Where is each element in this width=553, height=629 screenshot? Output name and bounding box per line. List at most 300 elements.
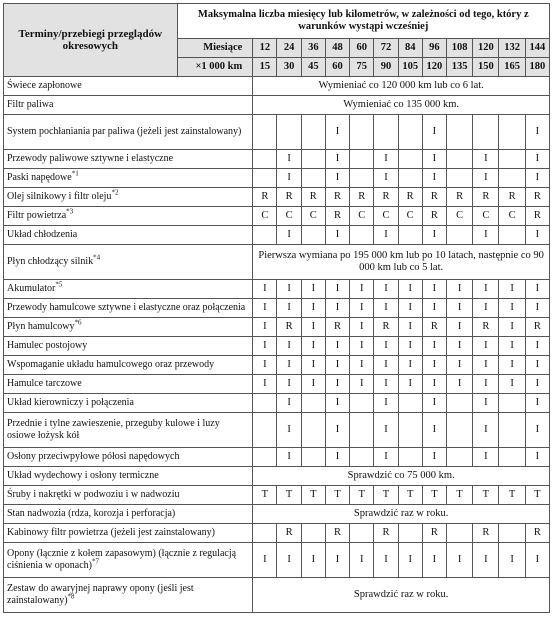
schedule-cell: I	[525, 150, 549, 169]
schedule-cell: I	[253, 356, 277, 375]
schedule-cell: I	[499, 280, 525, 299]
schedule-cell: I	[277, 543, 301, 578]
schedule-cell: I	[350, 375, 374, 394]
service-item-cell	[4, 150, 253, 169]
month-header-cell: 84	[398, 39, 422, 58]
service-item-label: Śruby i nakrętki w podwoziu i w nadwoziu	[7, 489, 180, 500]
km-header-cell: 120	[422, 58, 446, 77]
schedule-cell: I	[473, 226, 499, 245]
service-item-cell	[4, 337, 253, 356]
schedule-cell: I	[350, 299, 374, 318]
schedule-cell: I	[525, 413, 549, 448]
schedule-cell: I	[422, 375, 446, 394]
schedule-cell	[350, 524, 374, 543]
schedule-cell	[499, 394, 525, 413]
schedule-cell: I	[473, 448, 499, 467]
schedule-cell: I	[473, 337, 499, 356]
schedule-cell: I	[374, 337, 398, 356]
service-item-cell	[4, 207, 253, 226]
schedule-cell	[301, 394, 325, 413]
table-row	[4, 96, 550, 115]
schedule-cell: I	[473, 280, 499, 299]
schedule-cell	[253, 169, 277, 188]
schedule-cell	[398, 524, 422, 543]
schedule-cell: I	[525, 280, 549, 299]
schedule-cell	[398, 150, 422, 169]
schedule-cell: I	[525, 169, 549, 188]
service-item-label: Układ wydechowy i osłony termiczne	[7, 470, 159, 481]
interval-note-cell: Wymieniać co 135 000 km.	[253, 96, 550, 115]
service-item-cell	[4, 245, 253, 280]
month-header-cell: 96	[422, 39, 446, 58]
schedule-cell	[499, 169, 525, 188]
schedule-cell: I	[525, 394, 549, 413]
schedule-cell: T	[277, 486, 301, 505]
table-row	[4, 226, 550, 245]
footnote-marker: *3	[66, 207, 74, 216]
schedule-cell: I	[253, 299, 277, 318]
schedule-cell	[253, 115, 277, 150]
schedule-cell: I	[499, 337, 525, 356]
schedule-cell: T	[499, 486, 525, 505]
schedule-cell: T	[301, 486, 325, 505]
table-row	[4, 77, 550, 96]
schedule-cell: T	[325, 486, 349, 505]
schedule-cell: I	[398, 299, 422, 318]
month-header-cell: 108	[447, 39, 473, 58]
schedule-cell	[253, 413, 277, 448]
schedule-cell: I	[525, 299, 549, 318]
table-row	[4, 375, 550, 394]
table-row	[4, 413, 550, 448]
schedule-cell: I	[325, 115, 349, 150]
schedule-cell	[301, 413, 325, 448]
footnote-marker: *2	[111, 188, 119, 197]
schedule-cell: I	[447, 299, 473, 318]
schedule-cell	[350, 448, 374, 467]
schedule-cell: I	[447, 280, 473, 299]
schedule-cell: I	[325, 543, 349, 578]
service-item-label: Stan nadwozia (rdza, korozja i perforacja)	[7, 508, 176, 519]
footnote-marker: *7	[91, 557, 99, 566]
schedule-cell: R	[325, 318, 349, 337]
schedule-cell: C	[447, 207, 473, 226]
schedule-cell: I	[374, 375, 398, 394]
schedule-cell	[447, 524, 473, 543]
schedule-cell	[277, 115, 301, 150]
schedule-cell	[253, 394, 277, 413]
schedule-cell	[499, 115, 525, 150]
table-row	[4, 337, 550, 356]
month-header-cell: 36	[301, 39, 325, 58]
service-item-label: Filtr paliwa	[7, 99, 54, 110]
km-header-cell: 135	[447, 58, 473, 77]
service-item-cell	[4, 318, 253, 337]
schedule-cell: I	[301, 318, 325, 337]
schedule-cell: I	[374, 226, 398, 245]
schedule-cell	[447, 226, 473, 245]
schedule-cell: I	[422, 226, 446, 245]
interval-note-cell: Sprawdzić raz w roku.	[253, 505, 550, 524]
schedule-cell: I	[325, 169, 349, 188]
service-item-cell	[4, 413, 253, 448]
schedule-cell: I	[277, 337, 301, 356]
table-row	[4, 524, 550, 543]
schedule-cell: I	[447, 356, 473, 375]
schedule-cell: I	[350, 543, 374, 578]
schedule-cell: R	[350, 188, 374, 207]
schedule-cell: I	[447, 337, 473, 356]
schedule-cell: R	[374, 318, 398, 337]
service-item-cell	[4, 188, 253, 207]
service-item-cell	[4, 448, 253, 467]
service-item-cell	[4, 280, 253, 299]
schedule-cell: I	[398, 543, 422, 578]
km-header-cell: 165	[499, 58, 525, 77]
schedule-cell: I	[277, 299, 301, 318]
schedule-cell: I	[422, 169, 446, 188]
schedule-cell: I	[325, 280, 349, 299]
schedule-cell	[253, 524, 277, 543]
schedule-cell	[447, 394, 473, 413]
schedule-cell: I	[398, 280, 422, 299]
service-item-cell	[4, 467, 253, 486]
schedule-cell: I	[325, 394, 349, 413]
table-row	[4, 169, 550, 188]
service-item-label: Układ chłodzenia	[7, 229, 78, 240]
schedule-cell: I	[277, 150, 301, 169]
schedule-cell: R	[473, 188, 499, 207]
schedule-cell: I	[525, 115, 549, 150]
schedule-cell: I	[277, 394, 301, 413]
schedule-cell	[350, 115, 374, 150]
schedule-cell	[398, 115, 422, 150]
schedule-cell: I	[422, 280, 446, 299]
schedule-cell: I	[525, 226, 549, 245]
table-row	[4, 467, 550, 486]
schedule-cell: R	[253, 188, 277, 207]
schedule-cell: R	[374, 188, 398, 207]
service-item-cell	[4, 96, 253, 115]
schedule-cell	[447, 169, 473, 188]
schedule-cell: T	[253, 486, 277, 505]
schedule-cell	[447, 413, 473, 448]
schedule-cell: I	[499, 356, 525, 375]
service-item-label: Zestaw do awaryjnej naprawy opony (jeśli jest zainstalowany)	[7, 583, 194, 606]
schedule-cell: R	[325, 188, 349, 207]
footnote-marker: *8	[67, 592, 75, 601]
schedule-cell: T	[525, 486, 549, 505]
interval-note-cell: Pierwsza wymiana po 195 000 km lub po 10 latach, następnie co 90 000 km lub co 5 lat.	[253, 245, 550, 280]
schedule-cell: I	[374, 394, 398, 413]
schedule-cell: I	[473, 150, 499, 169]
table-row	[4, 299, 550, 318]
schedule-cell	[253, 226, 277, 245]
service-item-label: Opony (łącznie z kołem zapasowym) (łącznie z regulacją ciśnienia w oponach)	[7, 548, 237, 571]
km-header-cell: 60	[325, 58, 349, 77]
schedule-cell	[374, 115, 398, 150]
table-row	[4, 188, 550, 207]
schedule-cell: I	[525, 356, 549, 375]
schedule-cell: C	[374, 207, 398, 226]
table-row	[4, 394, 550, 413]
service-item-label: Olej silnikowy i filtr oleju	[7, 191, 112, 202]
schedule-cell: I	[473, 169, 499, 188]
schedule-cell: T	[374, 486, 398, 505]
schedule-cell: I	[473, 394, 499, 413]
schedule-cell: I	[253, 337, 277, 356]
schedule-cell: I	[473, 299, 499, 318]
schedule-cell: I	[277, 169, 301, 188]
month-header-cell: 120	[473, 39, 499, 58]
km-header-cell: 75	[350, 58, 374, 77]
table-row	[4, 245, 550, 280]
service-item-label: Płyn chłodzący silnik	[7, 256, 94, 267]
schedule-cell: I	[473, 413, 499, 448]
schedule-cell: I	[374, 280, 398, 299]
table-row	[4, 115, 550, 150]
schedule-cell: R	[398, 188, 422, 207]
schedule-cell: I	[325, 337, 349, 356]
schedule-cell: C	[499, 207, 525, 226]
schedule-cell	[499, 226, 525, 245]
schedule-cell: I	[301, 356, 325, 375]
schedule-cell	[350, 169, 374, 188]
schedule-cell: I	[525, 337, 549, 356]
schedule-cell: I	[499, 318, 525, 337]
schedule-cell	[398, 394, 422, 413]
schedule-cell: R	[473, 524, 499, 543]
schedule-cell: I	[473, 356, 499, 375]
schedule-cell: I	[525, 448, 549, 467]
service-item-label: System pochłaniania par paliwa (jeżeli jest zainstalowany)	[7, 126, 242, 137]
service-item-cell	[4, 375, 253, 394]
schedule-cell: I	[473, 543, 499, 578]
schedule-cell: I	[422, 299, 446, 318]
schedule-cell: I	[374, 448, 398, 467]
schedule-cell: I	[374, 169, 398, 188]
schedule-cell	[350, 150, 374, 169]
schedule-cell: R	[277, 188, 301, 207]
schedule-cell	[499, 150, 525, 169]
service-item-label: Hamulce tarczowe	[7, 378, 82, 389]
schedule-cell	[499, 448, 525, 467]
table-row	[4, 486, 550, 505]
schedule-cell: I	[277, 413, 301, 448]
month-header-cell: 72	[374, 39, 398, 58]
schedule-cell	[301, 150, 325, 169]
schedule-cell: I	[499, 299, 525, 318]
schedule-cell: R	[525, 318, 549, 337]
schedule-cell: R	[277, 524, 301, 543]
schedule-cell: T	[473, 486, 499, 505]
schedule-column-header: Terminy/przebiegi przeglądów okresowych	[4, 4, 178, 77]
month-header-cell: 144	[525, 39, 549, 58]
schedule-cell: R	[325, 524, 349, 543]
schedule-cell: I	[350, 337, 374, 356]
schedule-cell: R	[422, 524, 446, 543]
schedule-cell: I	[422, 448, 446, 467]
footnote-marker: *5	[55, 280, 63, 289]
schedule-cell: I	[325, 448, 349, 467]
table-row	[4, 318, 550, 337]
month-header-cell: 12	[253, 39, 277, 58]
service-item-label: Akumulator	[7, 283, 56, 294]
schedule-cell: I	[325, 356, 349, 375]
schedule-cell: R	[525, 524, 549, 543]
schedule-cell	[350, 226, 374, 245]
schedule-cell: I	[301, 543, 325, 578]
schedule-cell: I	[253, 543, 277, 578]
schedule-cell: I	[301, 299, 325, 318]
service-item-label: Kabinowy filtr powietrza (jeżeli jest zainstalowany)	[7, 527, 215, 538]
schedule-cell: C	[473, 207, 499, 226]
km-header-cell: 105	[398, 58, 422, 77]
schedule-cell: I	[398, 318, 422, 337]
table-row	[4, 280, 550, 299]
table-header	[4, 4, 550, 77]
schedule-cell: T	[350, 486, 374, 505]
schedule-cell: I	[525, 543, 549, 578]
service-item-label: Przednie i tylne zawieszenie, przeguby kulowe i luzy osiowe łożysk kół	[7, 418, 220, 441]
schedule-cell: R	[422, 318, 446, 337]
service-item-cell	[4, 543, 253, 578]
service-item-cell	[4, 486, 253, 505]
table-row	[4, 505, 550, 524]
schedule-cell: I	[374, 413, 398, 448]
schedule-cell: R	[301, 188, 325, 207]
schedule-cell: T	[447, 486, 473, 505]
schedule-cell: I	[325, 226, 349, 245]
service-item-cell	[4, 299, 253, 318]
service-item-cell	[4, 115, 253, 150]
schedule-cell: I	[422, 150, 446, 169]
schedule-cell: I	[473, 375, 499, 394]
service-item-cell	[4, 226, 253, 245]
schedule-cell: I	[447, 543, 473, 578]
schedule-cell: R	[422, 207, 446, 226]
km-header-cell: 45	[301, 58, 325, 77]
service-item-label: Płyn hamulcowy	[7, 321, 75, 332]
schedule-cell: I	[277, 226, 301, 245]
schedule-cell: I	[374, 543, 398, 578]
schedule-cell	[398, 448, 422, 467]
month-header-cell: 48	[325, 39, 349, 58]
schedule-cell: R	[525, 188, 549, 207]
schedule-cell: I	[325, 299, 349, 318]
service-item-label: Osłony przeciwpyłowe półosi napędowych	[7, 451, 180, 462]
interval-note-cell: Sprawdzić co 75 000 km.	[253, 467, 550, 486]
schedule-cell	[447, 150, 473, 169]
schedule-cell: I	[277, 356, 301, 375]
schedule-cell	[301, 524, 325, 543]
schedule-cell	[350, 413, 374, 448]
schedule-cell	[398, 413, 422, 448]
schedule-cell	[253, 448, 277, 467]
schedule-cell	[301, 169, 325, 188]
schedule-cell: I	[325, 413, 349, 448]
schedule-cell: I	[422, 543, 446, 578]
schedule-cell: I	[447, 318, 473, 337]
table-row	[4, 150, 550, 169]
schedule-cell: I	[277, 448, 301, 467]
service-item-label: Przewody hamulcowe sztywne i elastyczne oraz połączenia	[7, 302, 246, 313]
schedule-cell	[447, 115, 473, 150]
table-row	[4, 356, 550, 375]
schedule-cell: C	[301, 207, 325, 226]
service-item-label: Paski napędowe	[7, 172, 72, 183]
service-item-cell	[4, 524, 253, 543]
schedule-cell: I	[325, 375, 349, 394]
schedule-cell: R	[499, 188, 525, 207]
schedule-cell: I	[350, 318, 374, 337]
schedule-cell: C	[398, 207, 422, 226]
schedule-cell: C	[277, 207, 301, 226]
service-item-label: Wspomaganie układu hamulcowego oraz przewody	[7, 359, 215, 370]
table-row	[4, 578, 550, 613]
km-header-cell: 90	[374, 58, 398, 77]
month-header-cell: 24	[277, 39, 301, 58]
schedule-cell	[499, 524, 525, 543]
schedule-cell: T	[398, 486, 422, 505]
schedule-cell: I	[374, 356, 398, 375]
schedule-cell: I	[374, 150, 398, 169]
footnote-marker: *4	[93, 253, 101, 262]
schedule-cell: I	[398, 337, 422, 356]
table-row	[4, 207, 550, 226]
schedule-cell: I	[398, 356, 422, 375]
table-body	[4, 77, 550, 613]
month-header-cell: 60	[350, 39, 374, 58]
schedule-cell: R	[325, 207, 349, 226]
schedule-cell: I	[301, 337, 325, 356]
schedule-cell: I	[374, 299, 398, 318]
schedule-cell: I	[301, 375, 325, 394]
service-item-label: Świece zapłonowe	[7, 80, 82, 91]
schedule-cell: I	[301, 280, 325, 299]
month-header-cell: 132	[499, 39, 525, 58]
schedule-cell: I	[499, 375, 525, 394]
km-label: ×1 000 km	[177, 58, 253, 77]
schedule-cell	[301, 115, 325, 150]
schedule-cell	[447, 448, 473, 467]
service-item-cell	[4, 578, 253, 613]
km-header-cell: 150	[473, 58, 499, 77]
schedule-cell: I	[325, 150, 349, 169]
schedule-cell	[301, 226, 325, 245]
schedule-cell	[398, 226, 422, 245]
schedule-cell: I	[253, 318, 277, 337]
schedule-cell: I	[350, 356, 374, 375]
schedule-cell: I	[422, 394, 446, 413]
schedule-cell	[473, 115, 499, 150]
schedule-cell: I	[398, 375, 422, 394]
schedule-cell	[350, 394, 374, 413]
footnote-marker: *6	[74, 318, 82, 327]
schedule-cell: C	[253, 207, 277, 226]
schedule-cell	[301, 448, 325, 467]
schedule-cell: C	[350, 207, 374, 226]
schedule-cell	[499, 413, 525, 448]
schedule-cell: I	[253, 375, 277, 394]
service-item-cell	[4, 169, 253, 188]
interval-header: Maksymalna liczba miesięcy lub kilometrów, w zależności od tego, który z warunków wystąpi wcześniej	[177, 4, 549, 39]
schedule-cell: R	[473, 318, 499, 337]
schedule-cell: R	[525, 207, 549, 226]
service-item-label: Hamulec postojowy	[7, 340, 88, 351]
schedule-cell: I	[422, 356, 446, 375]
km-header-cell: 180	[525, 58, 549, 77]
